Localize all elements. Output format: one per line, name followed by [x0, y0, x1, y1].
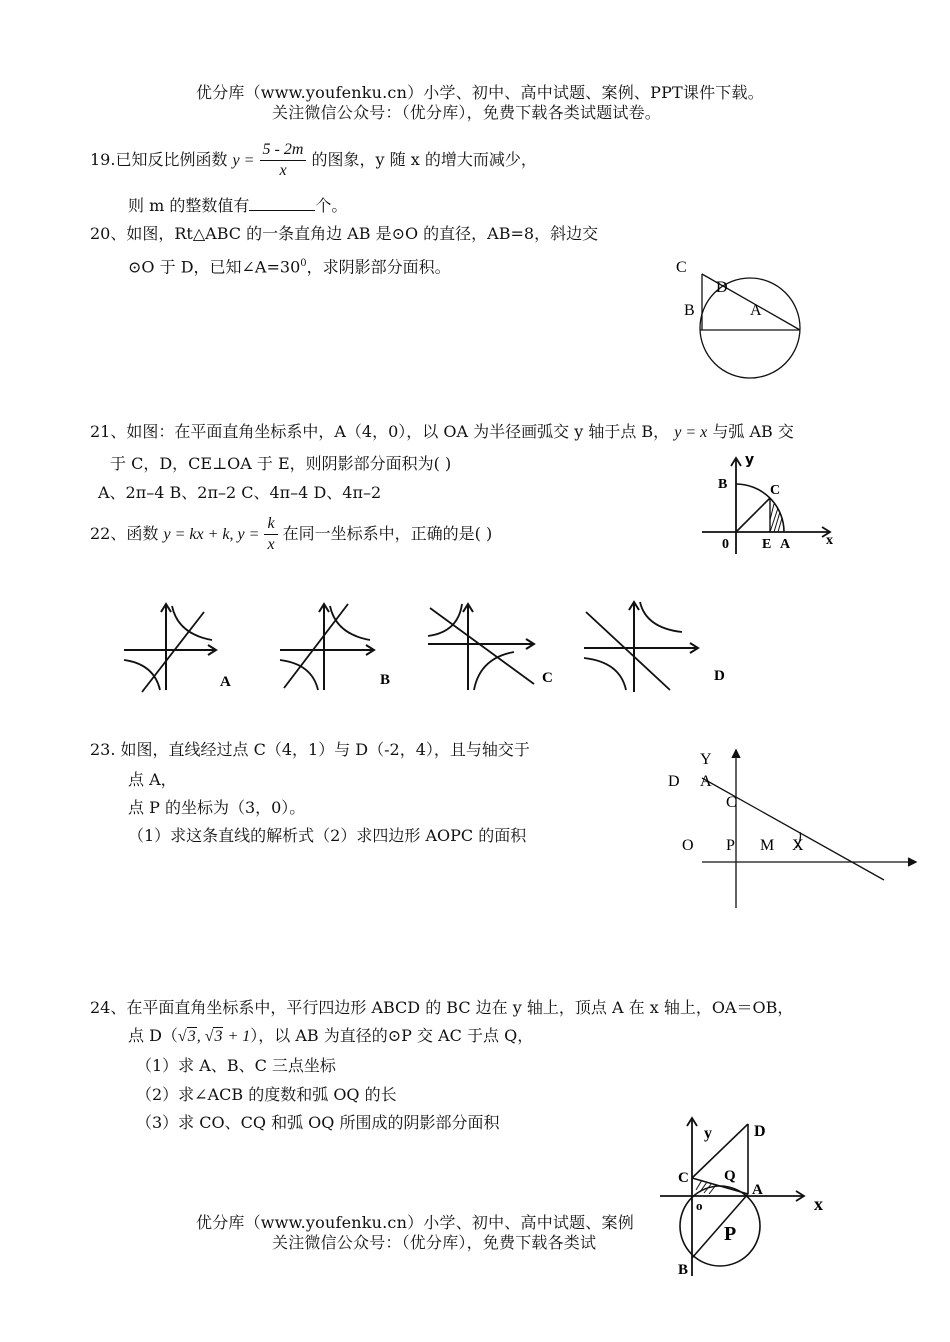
q19-numerator: 5 - 2m: [262, 141, 304, 158]
q22-prefix: 22、函数: [90, 524, 159, 543]
question-19: [90, 140, 537, 181]
q24-sub-1: （1）求 A、B、C 三点坐标: [136, 1056, 336, 1075]
q21-line1-a: 21、如图：在平面直角坐标系中，A（4，0），以 OA 为半径画弧交 y 轴于点 B，: [90, 422, 670, 441]
q24-label-o: o: [696, 1198, 703, 1213]
q21-line-1: [90, 422, 794, 443]
q21-label-e: E: [762, 537, 772, 552]
q21-line-y-eq-x: [736, 498, 770, 532]
q20-line-1: 20、如图，Rt△ABC 的一条直角边 AB 是⊙O 的直径，AB=8，斜边交: [90, 224, 599, 243]
q20-line2-b: ，求阴影部分面积。: [306, 257, 451, 277]
q19-denominator: x: [260, 160, 307, 181]
q23-label-o: O: [682, 837, 694, 854]
q23-line-1: 23. 如图，直线经过点 C（4，1）与 D（-2，4），且与轴交于: [90, 740, 530, 759]
q22-graph-b: [276, 598, 406, 698]
q22-graph-a: [118, 598, 248, 698]
q20-circle: [700, 278, 800, 378]
q23-line-3: 点 P 的坐标为（3，0）。: [128, 798, 306, 817]
q24-sub-2: （2）求∠ACB 的度数和弧 OQ 的长: [136, 1085, 397, 1104]
q21-line1-b: 与弧 AB 交: [712, 422, 794, 441]
q22-choice-d: D: [714, 668, 725, 684]
q24-side-cd: [692, 1124, 748, 1178]
q19-suffix: 的图象，y 随 x 的增大而减少，: [311, 150, 537, 169]
q23-label-p: P: [726, 837, 735, 854]
q22-choice-b: B: [380, 672, 391, 688]
header-line-2: 关注微信公众号：（优分库），免费下载各类试题试卷。: [272, 103, 662, 122]
q24-point-d: √3, √3 + 1: [177, 1028, 251, 1045]
q24-label-d: D: [754, 1123, 766, 1140]
q24-sub-3: （3）求 CO、CQ 和弧 OQ 所围成的阴影部分面积: [136, 1113, 500, 1132]
q19-line2-a: 则 m 的整数值有: [128, 196, 250, 215]
q22-choice-a: A: [220, 674, 231, 690]
footer-line-2: 关注微信公众号：（优分库），免费下载各类试: [272, 1233, 597, 1252]
q21-line-eq: y = x: [674, 424, 708, 441]
q23-label-c: C: [726, 794, 737, 811]
q20-line2-a: ⊙O 于 D，已知∠A=30: [128, 257, 301, 277]
q19-fraction: [260, 140, 307, 181]
q23-figure: [660, 744, 930, 914]
q24-line-1: 24、在平面直角坐标系中，平行四边形 ABCD 的 BC 边在 y 轴上，顶点 A 在 x 轴上，OA＝OB，: [90, 998, 794, 1017]
q21-options: A、2π–4 B、2π–2 C、4π–4 D、4π–2: [98, 483, 382, 502]
q19-line-2: [128, 196, 347, 216]
q21-label-a: A: [780, 537, 791, 552]
q22-expr: y = kx + k, y =: [163, 526, 260, 543]
q22-fraction: [264, 514, 277, 555]
q24-sqrt-2: 3: [214, 1028, 223, 1045]
footer-line-1: 优分库（www.youfenku.cn）小学、初中、高中试题、案例: [196, 1213, 634, 1232]
q24-label-x: x: [814, 1194, 823, 1214]
q22-denominator: x: [264, 534, 277, 555]
q24-sqrt-1: 3: [187, 1028, 196, 1045]
q23-label-x: X: [792, 837, 804, 854]
q22-line: [90, 514, 492, 555]
q22-numerator: k: [267, 515, 275, 532]
q21-label-x: x: [826, 533, 833, 548]
q24-line2-b: ），以 AB 为直径的⊙P 交 AC 于点 Q，: [250, 1026, 534, 1045]
q24-label-a: A: [752, 1182, 763, 1198]
q24-line-2: [128, 1026, 533, 1047]
q24-figure: [654, 1110, 844, 1280]
q23-line-2: 点 A，: [128, 770, 177, 789]
q24-label-b: B: [678, 1262, 689, 1278]
q23-line-4: （1）求这条直线的解析式（2）求四边形 AOPC 的面积: [128, 826, 527, 845]
q24-label-y: y: [704, 1125, 712, 1142]
q20-figure: [670, 250, 820, 390]
q24-label-q: Q: [724, 1168, 736, 1184]
q19-prefix: 19.已知反比例函数: [90, 150, 228, 169]
q23-label-m: M: [760, 837, 775, 854]
q19-line2-b: 个。: [315, 196, 348, 215]
q22-suffix: 在同一坐标系中，正确的是( ): [282, 524, 493, 543]
q23-label-d: D: [668, 773, 680, 790]
q22-graph-d: [582, 598, 732, 698]
q21-label-y: y: [745, 452, 755, 468]
q20-line-2: [128, 254, 451, 277]
q21-figure: [690, 448, 840, 560]
q24-line2-a: 点 D（: [128, 1026, 178, 1045]
q22-choice-c: C: [542, 670, 553, 686]
q20-label-c: C: [676, 259, 687, 276]
q24-label-c: C: [678, 1170, 689, 1186]
q19-answer-blank: [249, 196, 315, 211]
q20-label-d: D: [716, 279, 728, 296]
q21-line-2: 于 C，D，CE⊥OA 于 E，则阴影部分面积为( ): [110, 454, 452, 473]
q20-degree-sup: 0: [300, 258, 307, 269]
q23-label-y: Y: [700, 751, 712, 768]
q24-label-p: P: [724, 1223, 737, 1245]
header-line-1: 优分库（www.youfenku.cn）小学、初中、高中试题、案例、PPT课件下载。: [196, 83, 764, 102]
q20-label-a: A: [750, 302, 762, 319]
q21-label-c: C: [770, 483, 781, 498]
q23-label-a: A: [700, 773, 712, 790]
q20-label-b: B: [684, 302, 695, 319]
q21-label-b: B: [718, 477, 728, 492]
q22-graph-c: [424, 598, 564, 698]
q19-y-eq: y =: [232, 152, 255, 169]
q21-shaded-region: [770, 504, 782, 532]
q21-label-o: 0: [722, 537, 729, 552]
